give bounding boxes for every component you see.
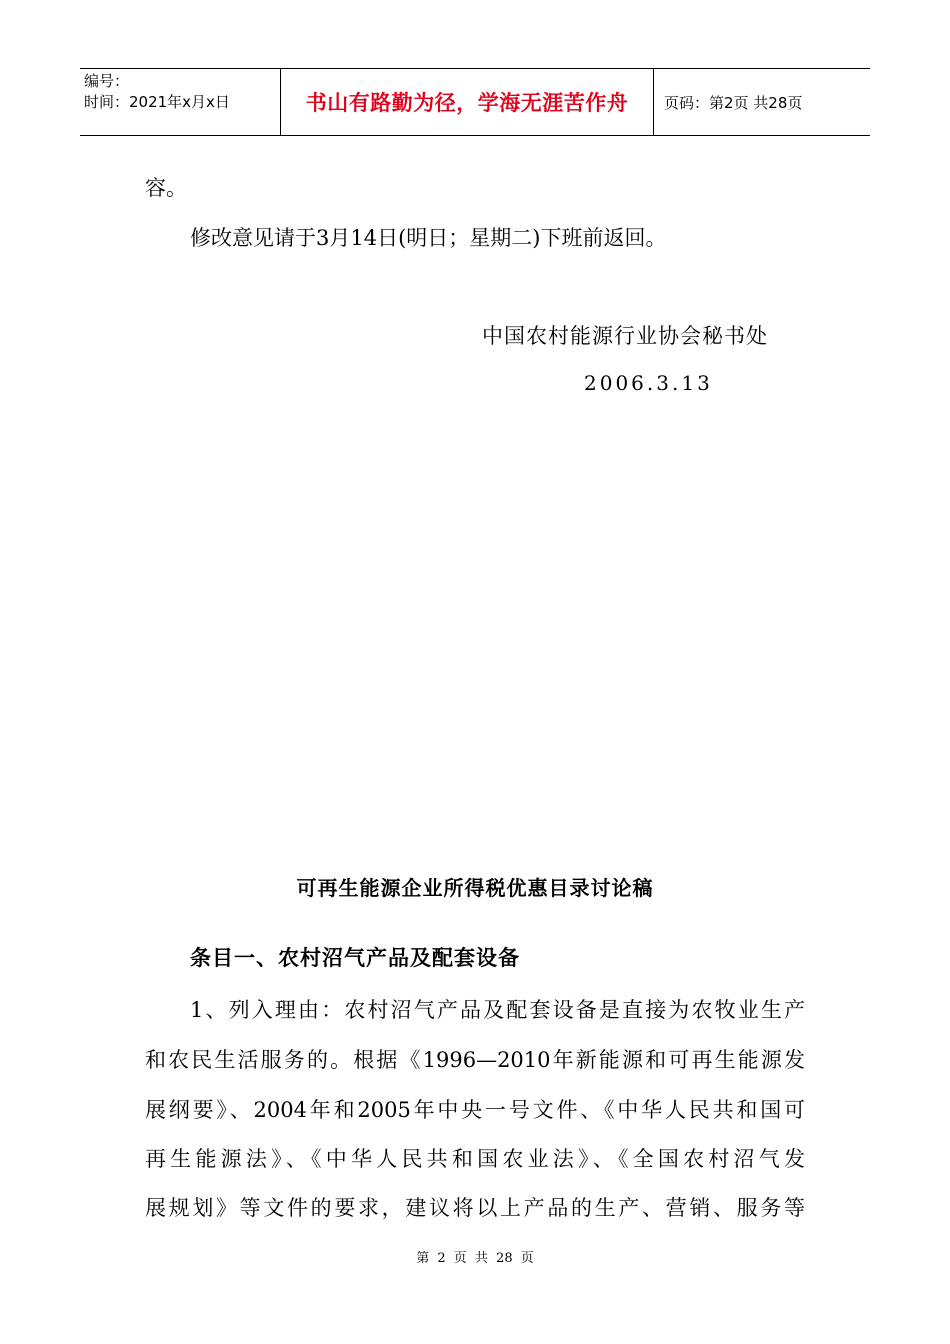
- letter-deadline: 修改意见请于3月14日(明日；星期二)下班前返回。: [190, 226, 667, 250]
- paragraph-line: 展纲要》、2004年和2005年中央一号文件、《中华人民共和国可: [145, 1098, 805, 1122]
- letter-signature: 中国农村能源行业协会秘书处: [482, 324, 768, 348]
- paragraph-line: 和农民生活服务的。根据《1996—2010年新能源和可再生能源发: [145, 1048, 805, 1072]
- paragraph-line: 1、列入理由：农村沼气产品及配套设备是直接为农牧业生产: [190, 998, 805, 1022]
- letter-continuation: 容。: [145, 176, 187, 200]
- header-meta: [80, 69, 281, 135]
- header-motto: 书山有路勤为径，学海无涯苦作舟: [281, 69, 654, 135]
- paragraph-line: 再生能源法》、《中华人民共和国农业法》、《全国农村沼气发: [145, 1147, 805, 1171]
- section-title: 条目一、农村沼气产品及配套设备: [190, 946, 520, 970]
- header-page-info: 页码：第2页 共28页: [664, 93, 803, 112]
- page-footer: 第 2 页 共 28 页: [416, 1251, 534, 1266]
- number-label: 编号：: [84, 72, 130, 90]
- page-header: [80, 68, 870, 136]
- paragraph-line: 展规划》等文件的要求，建议将以上产品的生产、营销、服务等: [145, 1196, 805, 1220]
- letter-date: 2006.3.13: [584, 371, 713, 395]
- document-title: 可再生能源企业所得税优惠目录讨论稿: [296, 876, 654, 900]
- time-label: 时间：2021年x月x日: [84, 93, 230, 111]
